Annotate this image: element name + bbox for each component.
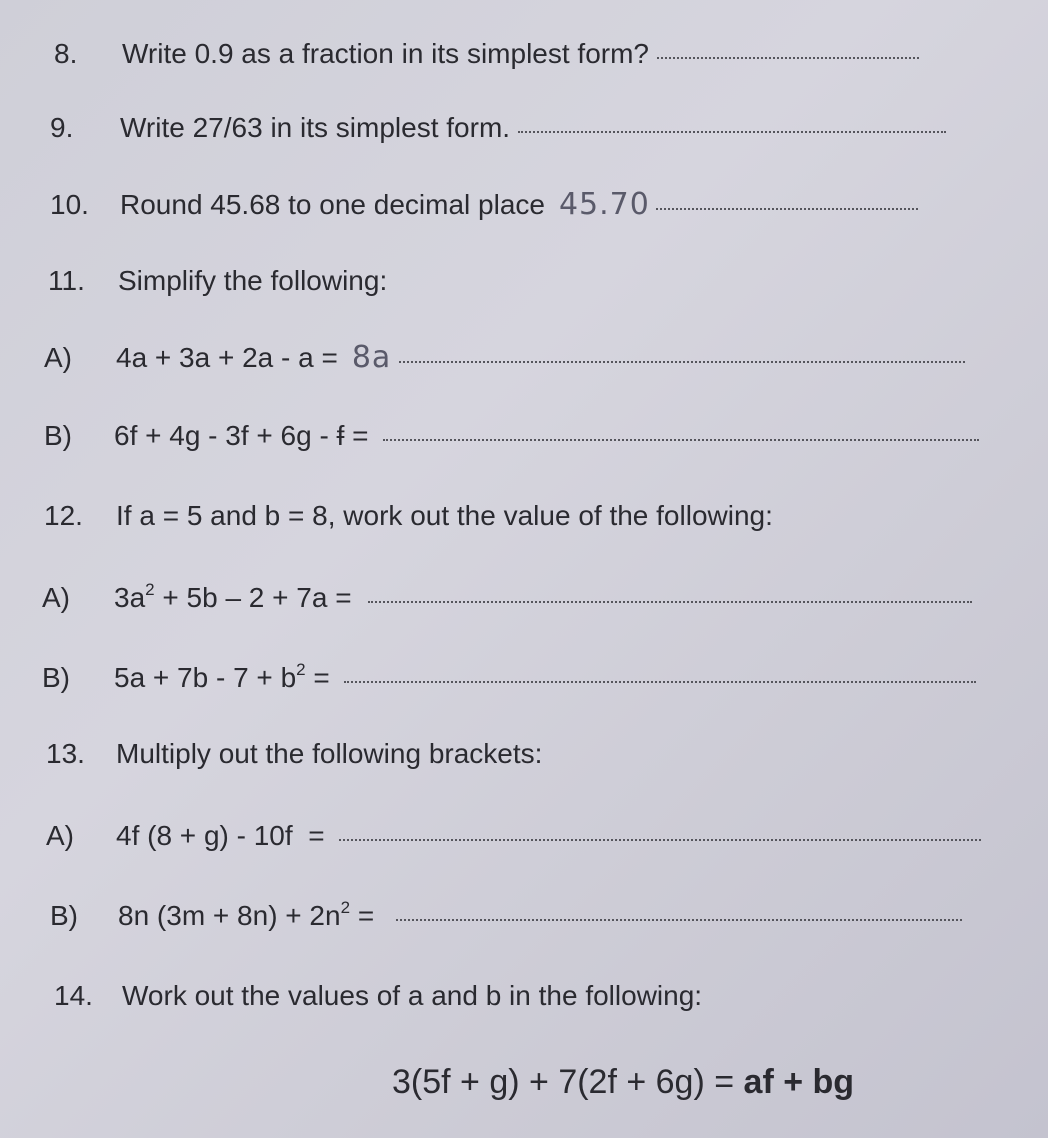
expression-base: 8n (3m + 8n) + 2n [118,900,341,931]
question-comma: , [327,500,336,531]
part-label: A) [42,582,70,613]
question-13 [46,736,542,772]
exponent: 2 [296,660,306,679]
expression-rest: = [305,662,330,693]
question-11 [48,263,387,299]
expression-base: 5a + 7b - 7 + b [114,662,297,693]
question-text-start: If a = 5 and b = 8 [116,500,328,531]
question-14 [54,978,702,1014]
exponent: 2 [145,580,155,599]
question-12 [44,498,773,534]
question-number: 14. [54,980,93,1011]
handwritten-answer: 8a [351,340,392,375]
question-text: Multiply out the following brackets: [116,738,543,769]
question-text [118,898,374,934]
answer-line[interactable] [344,677,976,683]
question-text: Write 27/63 in its simplest form. [120,112,511,143]
answer-line[interactable] [383,435,979,441]
expression-rest: + 5b – 2 + 7a = [154,582,352,613]
question-11a [44,340,965,376]
question-text: 4a + 3a + 2a - a = [116,342,338,373]
handwritten-answer: 45.70 [558,187,650,222]
answer-line[interactable] [518,127,946,133]
question-number: 13. [46,738,85,769]
question-text: Simplify the following: [118,265,388,296]
question-number: 9. [50,112,74,143]
part-label: B) [42,662,70,693]
question-12b [42,660,976,696]
question-8 [54,36,919,72]
question-text [114,418,369,454]
question-13b [50,898,962,934]
expression-rest: = [350,900,375,931]
answer-line[interactable] [657,53,919,59]
answer-line[interactable] [399,357,965,363]
struck-term: f [336,420,345,451]
part-label: A) [46,820,74,851]
expression-end: = [344,420,369,451]
question-number: 8. [54,38,78,69]
answer-line[interactable] [339,835,981,841]
question-10 [50,187,918,223]
question-text: Work out the values of a and b in the following: [122,980,703,1011]
question-9 [50,110,946,146]
exponent: 2 [340,898,351,917]
question-13a [46,818,981,854]
expression-start: 6f + 4g - 3f + 6g - [114,420,337,451]
question-text: Write 0.9 as a fraction in its simplest form? [122,38,649,69]
question-text-end: work out the value of the following: [335,500,773,531]
part-label: B) [50,900,78,931]
question-12a [42,580,972,616]
question-number: 12. [44,500,83,531]
expression-base: 3a [114,582,146,613]
answer-line[interactable] [368,597,972,603]
question-number: 10. [50,189,89,220]
equation-left: 3(5f + g) + 7(2f + 6g) = [392,1063,744,1101]
question-text [116,498,773,534]
question-number: 11. [48,265,85,296]
question-text [114,660,330,696]
question-11b [44,418,979,454]
equation-right: af + bg [743,1063,855,1101]
question-text: Round 45.68 to one decimal place [120,189,545,220]
part-label: A) [44,342,72,373]
question-text [114,580,352,616]
answer-line[interactable] [656,204,918,210]
part-label: B) [44,420,72,451]
question-text: 4f (8 + g) - 10f = [116,820,325,851]
equation [392,1062,854,1102]
answer-line[interactable] [396,915,962,921]
